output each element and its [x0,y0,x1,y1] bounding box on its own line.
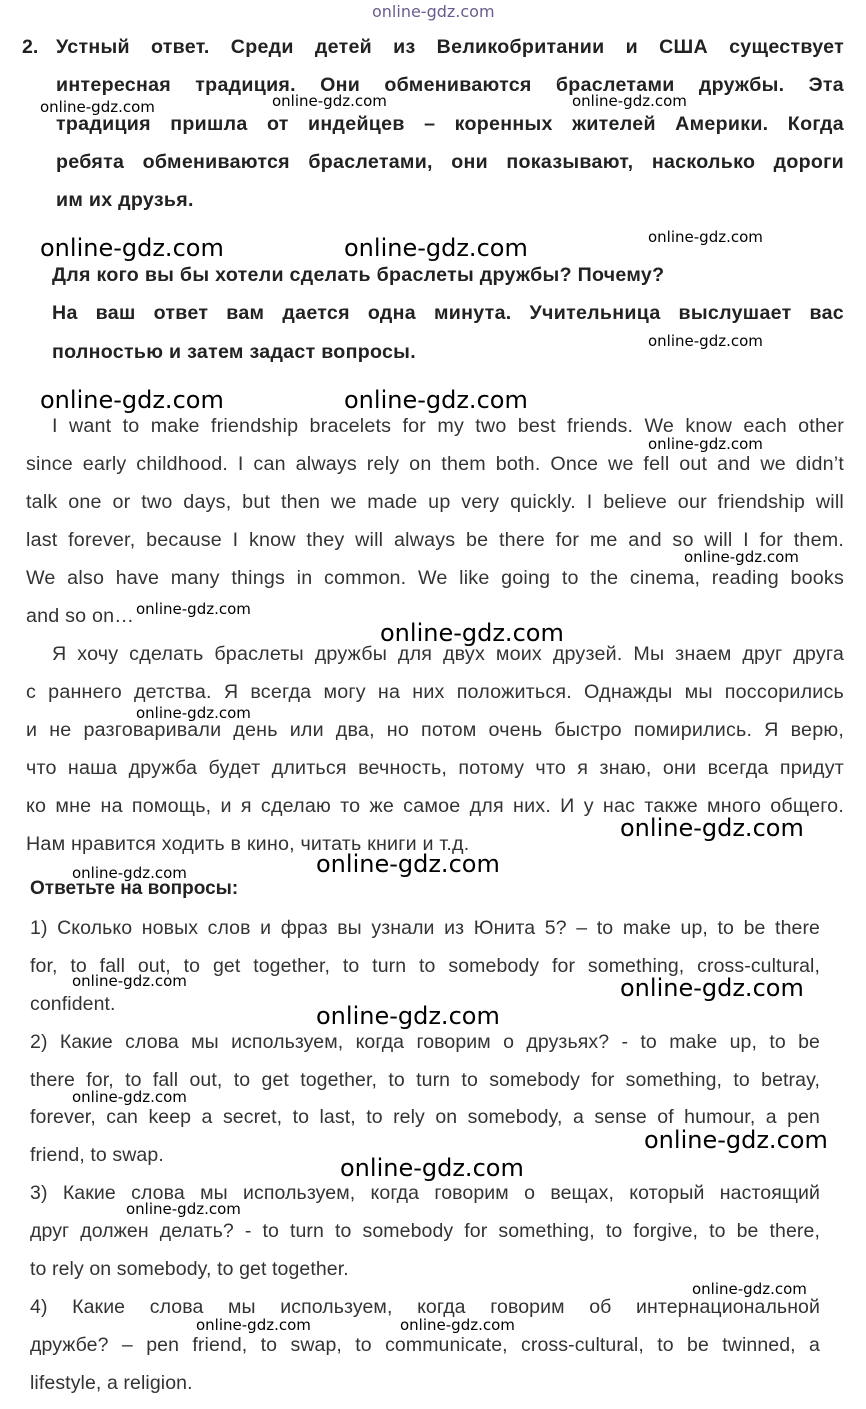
answer-line: for, to fall out, to get together, to turn to somebody for something, cross-cultural, [30,955,820,977]
answer-line: 4) Какие слова мы используем, когда говорим об интернациональной [30,1296,820,1318]
watermark: online-gdz.com [40,234,224,262]
task-question-line: Для кого вы бы хотели сделать браслеты дружбы? Почему? [52,264,665,286]
answers-heading: Ответьте на вопросы: [30,878,239,899]
watermark: online-gdz.com [648,332,763,350]
answer-line: lifestyle, a religion. [30,1372,193,1394]
answer-line: 2) Какие слова мы используем, когда говорим о друзьях? - to make up, to be [30,1031,820,1053]
russian-answer-line: с раннего детства. Я всегда могу на них положиться. Однажды мы поссорились [26,681,844,703]
answer-line: to rely on somebody, to get together. [30,1258,349,1280]
watermark: online-gdz.com [400,1316,515,1334]
watermark: online-gdz.com [126,1200,241,1218]
watermark: online-gdz.com [344,234,528,262]
watermark: online-gdz.com [196,1316,311,1334]
intro-line: интересная традиция. Они обмениваются браслетами дружбы. Эта [56,74,844,96]
watermark: online-gdz.com [40,386,224,414]
answer-line: 1) Сколько новых слов и фраз вы узнали из Юнита 5? – to make up, to be there [30,917,820,939]
answer-line: друг должен делать? - to turn to somebody for something, to forgive, to be there, [30,1220,820,1242]
watermark: online-gdz.com [316,850,500,878]
task-question-line: На ваш ответ вам дается одна минута. Учительница выслушает вас [52,302,844,324]
watermark: online-gdz.com [692,1280,807,1298]
answer-line: friend, to swap. [30,1144,164,1166]
watermark: online-gdz.com [620,974,804,1002]
russian-answer-line: и не разговаривали день или два, но потом очень быстро помирились. Я верю, [26,719,844,741]
english-answer-line: last forever, because I know they will always be there for me and so will I for them. [26,529,844,551]
russian-answer-line: Нам нравится ходить в кино, читать книги и т.д. [26,833,470,855]
russian-answer-line: Я хочу сделать браслеты дружбы для двух моих друзей. Мы знаем друг друга [52,643,844,665]
task-question-line: полностью и затем задаст вопросы. [52,341,416,363]
english-answer-line: and so on… [26,605,135,627]
intro-line: им их друзья. [56,189,194,211]
answer-line: forever, can keep a secret, to last, to rely on somebody, a sense of humour, a pen [30,1106,820,1128]
watermark: online-gdz.com [620,814,804,842]
watermark: online-gdz.com [648,435,763,453]
english-answer-line: talk one or two days, but then we made up very quickly. I believe our friendship will [26,491,844,513]
watermark: online-gdz.com [272,92,387,110]
watermark: online-gdz.com [136,704,251,722]
watermark-top: online-gdz.com [372,2,495,21]
watermark: online-gdz.com [72,864,187,882]
watermark: online-gdz.com [340,1154,524,1182]
watermark: online-gdz.com [316,1002,500,1030]
russian-answer-line: ко мне на помощь, и я сделаю то же самое для них. И у нас также много общего. [26,795,844,817]
watermark: online-gdz.com [136,600,251,618]
english-answer-line: I want to make friendship bracelets for my two best friends. We know each other [52,415,844,437]
intro-line: ребята обмениваются браслетами, они показывают, насколько дороги [56,151,844,173]
watermark: online-gdz.com [648,228,763,246]
watermark: online-gdz.com [40,98,155,116]
answer-line: there for, to fall out, to get together, to turn to somebody for something, to betray, [30,1069,820,1091]
intro-line: традиция пришла от индейцев – коренных жителей Америки. Когда [56,113,844,135]
english-answer-line: We also have many things in common. We like going to the cinema, reading books [26,567,844,589]
watermark: online-gdz.com [72,1088,187,1106]
watermark: online-gdz.com [644,1126,828,1154]
task-number: 2. [22,36,39,58]
watermark: online-gdz.com [572,92,687,110]
watermark: online-gdz.com [72,972,187,990]
intro-line: Устный ответ. Среди детей из Великобритании и США существует [56,36,844,58]
english-answer-line: since early childhood. I can always rely on them both. Once we fell out and we didn’t [26,453,844,475]
watermark: online-gdz.com [684,548,799,566]
answer-line: confident. [30,993,116,1015]
answer-line: дружбе? – pen friend, to swap, to communicate, cross-cultural, to be twinned, a [30,1334,820,1356]
russian-answer-line: что наша дружба будет длиться вечность, потому что я знаю, они всегда придут [26,757,844,779]
watermark: online-gdz.com [344,386,528,414]
answer-line: 3) Какие слова мы используем, когда говорим о вещах, который настоящий [30,1182,820,1204]
watermark: online-gdz.com [380,619,564,647]
